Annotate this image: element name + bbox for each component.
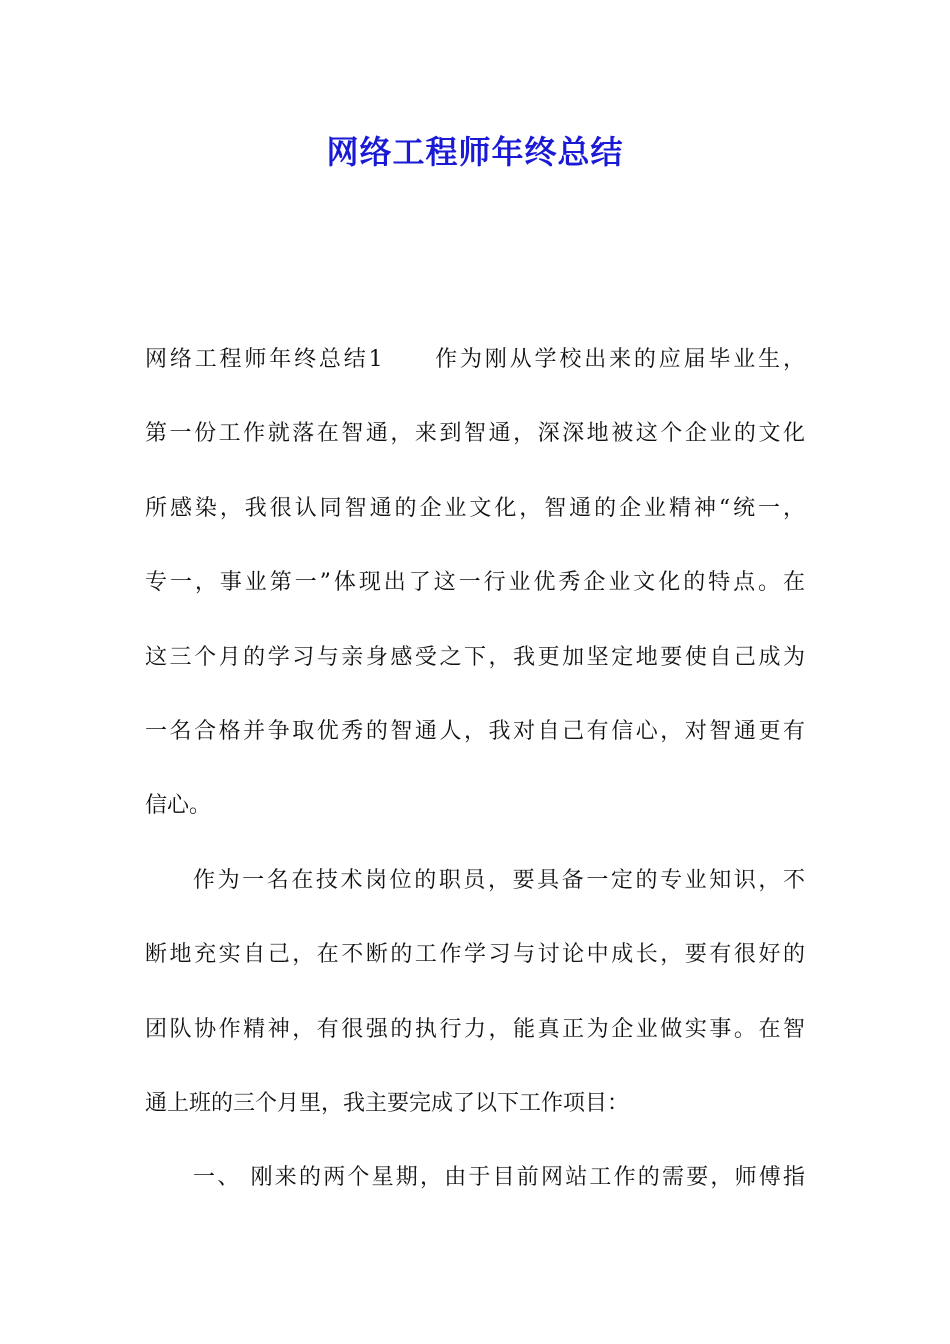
body-line: 这三个月的学习与亲身感受之下，我更加坚定地要使自己成为 (145, 645, 805, 670)
body-line: 通上班的三个月里，我主要完成了以下工作项目： (145, 1091, 630, 1116)
body-line: 团队协作精神，有很强的执行力，能真正为企业做实事。在智 (145, 1017, 805, 1042)
body-line: 信心。 (145, 793, 212, 818)
body-line: 第一份工作就落在智通，来到智通，深深地被这个企业的文化 (145, 421, 805, 446)
body-line: 所感染，我很认同智通的企业文化，智通的企业精神“统一， (145, 496, 805, 521)
body-line: 专一，事业第一”体现出了这一行业优秀企业文化的特点。在 (145, 570, 805, 595)
body-line: 断地充实自己，在不断的工作学习与讨论中成长，要有很好的 (145, 942, 805, 967)
body-line: 作为一名在技术岗位的职员，要具备一定的专业知识，不 (193, 868, 805, 893)
body-line: 一名合格并争取优秀的智通人，我对自己有信心，对智通更有 (145, 719, 805, 744)
body-line: 一、 刚来的两个星期，由于目前网站工作的需要，师傅指 (193, 1165, 805, 1190)
document-title: 网络工程师年终总结 (326, 133, 624, 171)
body-line: 网络工程师年终总结1 作为刚从学校出来的应届毕业生， (145, 347, 805, 372)
